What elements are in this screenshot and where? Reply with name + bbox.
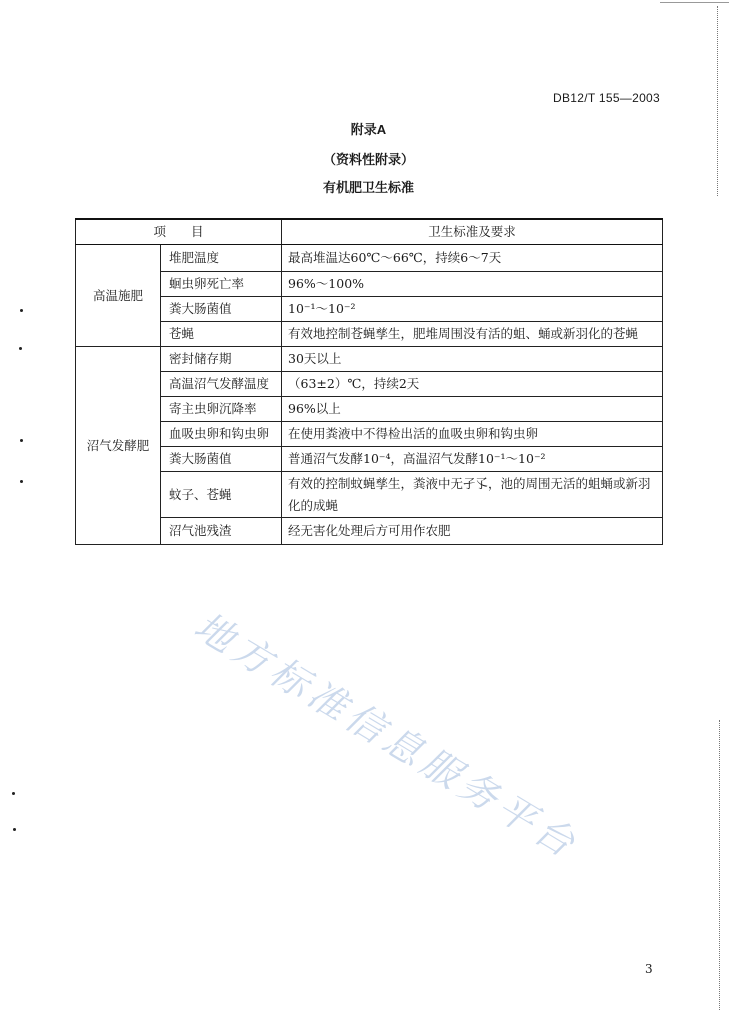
requirement-cell: 有效地控制苍蝇孳生，肥堆周围没有活的蛆、蛹或新羽化的苍蝇 [282,322,663,347]
group-cell-biogas-fertilizer: 沼气发酵肥 [76,347,161,545]
document-code: DB12/T 155—2003 [552,91,660,105]
column-header-item: 项 目 [76,219,282,245]
table-row [76,472,663,518]
item-cell: 寄主虫卵沉降率 [161,397,282,422]
item-cell: 粪大肠菌值 [161,297,282,322]
table-row [76,347,663,372]
table-header-row [76,219,663,245]
page-number: 3 [645,962,653,976]
scan-artifact-edge [660,2,729,4]
table-row [76,397,663,422]
requirement-cell: （63±2）℃，持续2天 [282,372,663,397]
hygiene-standard-table [75,218,663,545]
table-row [76,322,663,347]
requirement-cell: 30天以上 [282,347,663,372]
requirement-cell: 96%～100% [282,272,663,297]
group-cell-high-temp-compost: 高温施肥 [76,245,161,347]
requirement-cell: 在使用粪液中不得检出活的血吸虫卵和钩虫卵 [282,422,663,447]
scan-artifact-dot [13,828,16,831]
appendix-title: 有机肥卫生标准 [322,180,414,195]
item-cell: 高温沼气发酵温度 [161,372,282,397]
table-row [76,422,663,447]
table-row [76,518,663,545]
table-row [76,245,663,272]
requirement-cell: 有效的控制蚊蝇孳生，粪液中无孑孓，池的周围无活的蛆蛹或新羽化的成蝇 [282,472,663,518]
requirement-cell: 普通沼气发酵10⁻⁴，高温沼气发酵10⁻¹～10⁻² [282,447,663,472]
requirement-cell: 10⁻¹～10⁻² [282,297,663,322]
appendix-label: 附录A [350,122,387,137]
appendix-note: （资料性附录） [322,152,414,167]
item-cell: 蛔虫卵死亡率 [161,272,282,297]
item-cell: 沼气池残渣 [161,518,282,545]
scan-artifact-edge [717,6,719,196]
watermark: 地方标准信息服务平台 [186,603,587,868]
item-cell: 血吸虫卵和钩虫卵 [161,422,282,447]
table-row [76,272,663,297]
scan-artifact-dot [20,309,23,312]
table-row [76,297,663,322]
scan-artifact-dot [19,347,22,350]
scan-artifact-dot [20,439,23,442]
scan-artifact-dot [20,480,23,483]
table-row [76,372,663,397]
requirement-cell: 最高堆温达60℃～66℃，持续6～7天 [282,245,663,272]
item-cell: 密封储存期 [161,347,282,372]
item-cell: 蚊子、苍蝇 [161,472,282,518]
table-row [76,447,663,472]
item-cell: 粪大肠菌值 [161,447,282,472]
column-header-requirement: 卫生标准及要求 [282,219,663,245]
item-cell: 堆肥温度 [161,245,282,272]
scan-artifact-dot [12,792,15,795]
item-cell: 苍蝇 [161,322,282,347]
requirement-cell: 经无害化处理后方可用作农肥 [282,518,663,545]
requirement-cell: 96%以上 [282,397,663,422]
scan-artifact-edge [719,720,721,1010]
